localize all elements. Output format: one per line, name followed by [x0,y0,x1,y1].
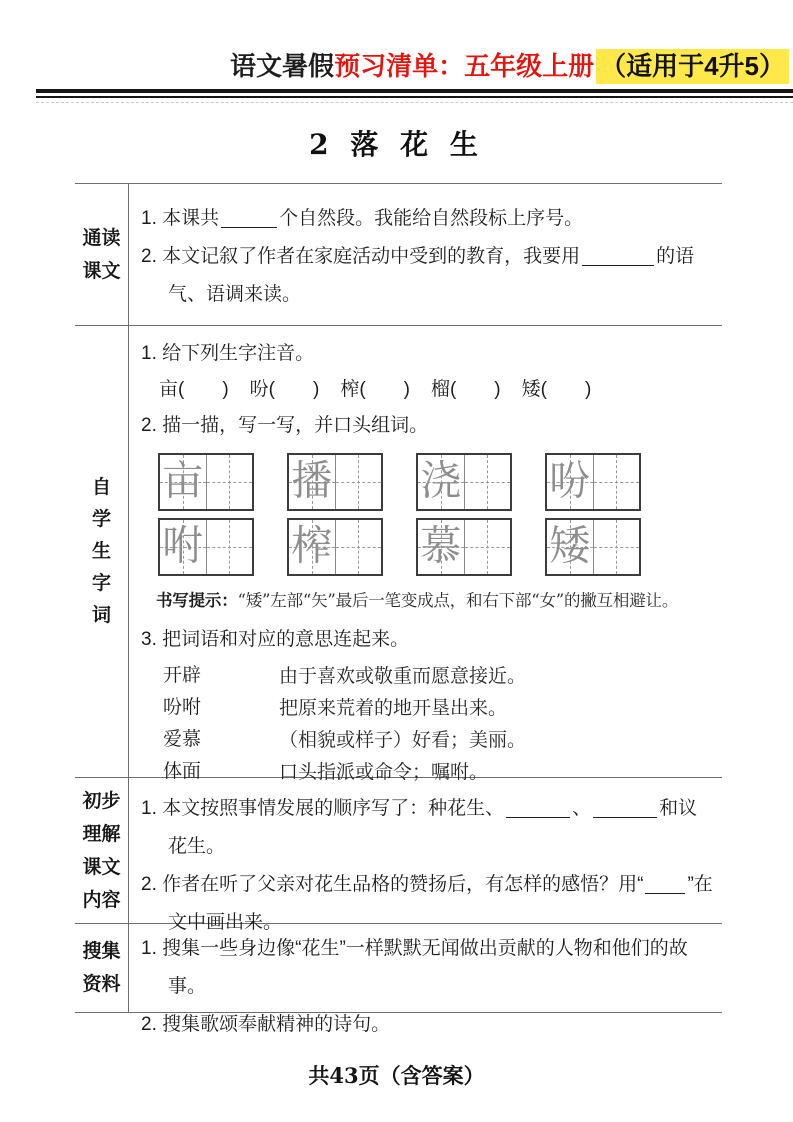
section-self-study-words [75,325,722,783]
trace-character: 吩 [549,456,591,505]
page-header [0,50,789,82]
question-item: 3. 把词语和对应的意思连起来。 [141,629,410,650]
writing-tip-text: “矮”左部“矢”最后一笔变成点，和右下部“女”的撇互相避让。 [237,591,679,610]
section-label-collect-material [75,924,129,1012]
question-item: 1. 给下列生字注音。 [141,343,315,364]
question-text: 2. 本文记叙了作者在家庭活动中受到的教育，我要用 [141,246,581,267]
writing-grid-box [545,518,641,576]
grid-cell [206,520,253,574]
grid-cell [593,520,640,574]
question-item [141,200,716,238]
match-pair [163,692,716,724]
label-line: 课文 [82,260,121,282]
section-label-self-study-words [75,326,129,777]
section-content [129,778,722,933]
grid-cell [335,520,382,574]
fill-in-blank [582,261,654,266]
fill-in-blank [506,813,570,818]
trace-character: 慕 [420,521,462,570]
worksheet-table [75,183,722,1035]
writing-grid-box [287,453,383,511]
label-line: 字 [91,572,111,594]
pinyin-entry: 亩( ) [159,379,229,400]
trace-character: 矮 [549,521,591,570]
grid-cell [418,455,464,509]
grid-cell [547,455,593,509]
label-line: 通读 [82,227,121,249]
section-read-through [75,184,722,325]
label-line: 搜集 [82,941,121,962]
fill-in-blank [645,889,685,894]
section-collect-material [75,923,722,1035]
label-line: 自 [91,476,111,498]
pinyin-annotation-row [159,372,716,408]
writing-tip [156,588,716,614]
writing-grid-box [545,453,641,511]
question-item: 2. 描一描，写一写，并口头组词。 [141,415,429,436]
writing-grid-box [287,518,383,576]
question-item: 1. 搜集一些身边像“花生”一样默默无闻做出贡献的人物和他们的故事。 [141,938,688,997]
question-text: 1. 本文按照事情发展的顺序写了：种花生、 [141,798,505,819]
label-line: 内容 [82,889,121,911]
label-line: 资料 [82,974,121,995]
grid-cell [547,520,593,574]
match-term: 体面 [163,761,202,782]
word-matching-list [163,660,716,788]
writing-grid-row [158,518,716,576]
pinyin-entry: 榨( ) [340,379,410,400]
match-definition: 把原来荒着的地开垦出来。 [279,697,508,719]
match-pair [163,660,716,692]
match-term: 开辟 [163,665,202,686]
section-content [129,184,722,325]
section-content [129,326,722,783]
label-line: 初步 [82,790,121,812]
label-line: 课文 [82,856,121,878]
grid-cell [335,455,382,509]
pinyin-entry: 矮( ) [521,379,592,400]
writing-tip-label: 书写提示： [156,592,238,610]
grid-cell [289,520,335,574]
question-text: 、 [572,798,592,819]
writing-grid-row [158,453,716,511]
match-definition: 由于喜欢或敬重而愿意接近。 [279,665,527,687]
fill-in-blank [221,223,277,228]
section-label-comprehension [75,778,129,923]
grid-cell [593,455,640,509]
header-grade-badge: （适用于4升5） [596,49,789,84]
pinyin-entry: 吩( ) [249,379,320,400]
grid-cell [464,455,511,509]
question-item [141,238,716,314]
section-comprehension [75,777,722,933]
writing-grid-box [158,518,254,576]
writing-grid-box [416,453,512,511]
trace-character: 咐 [162,521,204,570]
pinyin-entry: 榴( ) [430,379,501,400]
section-content [129,924,722,1035]
question-text: 和议花生。 [168,798,698,857]
section-label-read-through [75,184,129,325]
double-rule [36,89,793,98]
match-term: 吩咐 [163,697,202,718]
trace-character: 浇 [420,456,462,505]
label-line: 理解 [82,823,121,845]
question-text: 1. 本课共 [141,208,220,229]
grid-cell [206,455,253,509]
faint-rule [36,102,793,103]
trace-character: 榨 [291,521,333,570]
question-item: 2. 搜集歌颂奉献精神的诗句。 [141,1014,391,1035]
grid-cell [418,520,464,574]
trace-character: 播 [291,456,333,505]
label-line: 词 [91,604,111,626]
header-series-title: 语文暑假 [230,51,335,81]
question-text: 2. 作者在听了父亲对花生品格的赞扬后，有怎样的感悟？用“ [141,874,644,895]
question-text: 个自然段。我能给自然段标上序号。 [279,208,584,229]
fill-in-blank [593,813,657,818]
writing-grid-box [416,518,512,576]
match-definition: 口头指派或命令；嘱咐。 [279,761,489,783]
writing-grid-box [158,453,254,511]
grid-cell [464,520,511,574]
label-line: 生 [91,540,111,562]
grid-cell [160,520,206,574]
question-item [141,790,716,866]
match-definition: （相貌或样子）好看；美丽。 [279,729,527,751]
trace-character: 亩 [162,456,204,505]
match-pair [163,724,716,756]
grid-cell [160,455,206,509]
question-text: ”在文中画出来。 [168,874,713,933]
label-line: 学 [91,508,111,530]
question-text: 的语气、语调来读。 [168,246,695,305]
page-footer: 共43页（含答案） [308,1063,485,1088]
grid-cell [289,455,335,509]
match-term: 爱慕 [163,729,202,750]
lesson-title: 2 落 花 生 [309,128,484,161]
header-subtitle-red: 预习清单：五年级上册 [334,51,595,81]
